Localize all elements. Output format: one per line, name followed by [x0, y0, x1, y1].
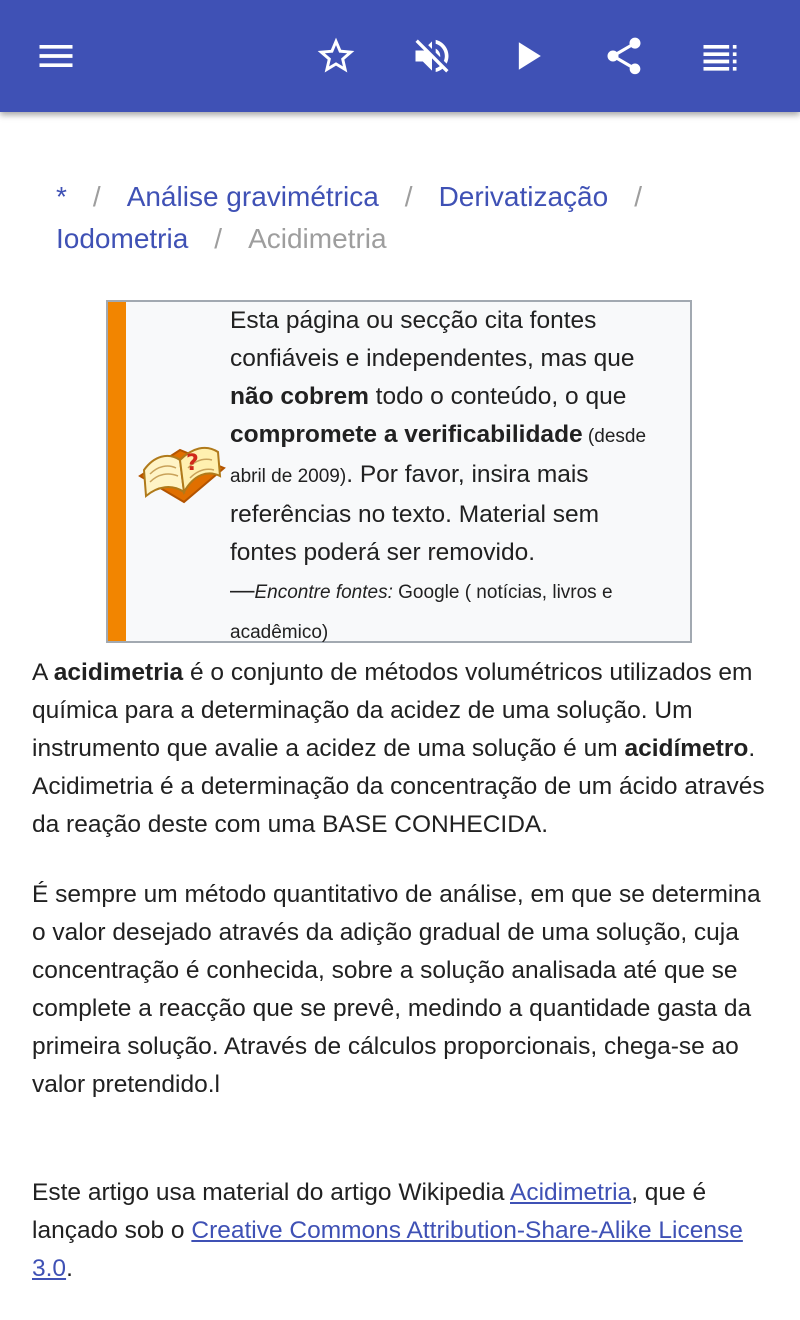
svg-text:?: ?: [186, 451, 199, 476]
notice-line-3: . Por favor, insira mais referências no texto. Material sem fontes poderá ser removido.: [230, 461, 600, 566]
notice-find-label: Encontre fontes:: [254, 582, 393, 603]
paragraph-text: . Acidimetria é a determinação da concentração de um ácido através da reação deste com uma BASE CONHECIDA.: [32, 735, 765, 838]
notice-bold-1: não cobrem: [230, 383, 369, 410]
play-icon: [506, 34, 550, 78]
paragraph-text: é o conjunto de métodos volumétricos utilizados em química para a determinação da acidez de uma solução. Um instrumento que avalie a acidez de uma solução é um: [32, 659, 753, 762]
paragraph-text: A: [32, 659, 54, 686]
article-attribution: [32, 1174, 772, 1288]
breadcrumb-item-derivatizacao[interactable]: Derivatização: [438, 181, 609, 212]
notice-text: [230, 302, 670, 652]
notice-line-2: todo o conteúdo, o que: [368, 383, 627, 410]
favorite-button[interactable]: [304, 24, 368, 88]
notice-line-1: Esta página ou secção cita fontes confiáveis e independentes, mas que: [230, 307, 635, 372]
share-icon: [602, 34, 646, 78]
article-paragraph-1: [32, 654, 772, 844]
volume-off-icon: [410, 34, 454, 78]
notice-dash: —: [230, 577, 255, 604]
star-outline-icon: [314, 34, 358, 78]
article-paragraph-2: É sempre um método quantitativo de análise, em que se determina o valor desejado através da adição gradual de uma solução, cuja concentração é conhecida, sobre a solução analisada até que se complete a reacção que se prevê, medindo a quantidade gasta da primeira solução. Através de cálculos proporcionais, chega-se ao valor pretendido.l: [32, 881, 761, 1098]
notice-find-sources[interactable]: Google ( notícias, livros e acadêmico): [230, 582, 613, 643]
attribution-text: .: [66, 1255, 73, 1282]
breadcrumb-item-root[interactable]: *: [56, 181, 67, 212]
attribution-text: Este artigo usa material do artigo Wikipedia: [32, 1179, 510, 1206]
breadcrumb-separator: /: [214, 223, 223, 254]
list-icon: [698, 34, 742, 78]
play-button[interactable]: [496, 24, 560, 88]
notice-accent-bar: [108, 302, 126, 641]
sources-notice-box: [106, 300, 692, 643]
menu-button[interactable]: [24, 24, 88, 88]
mute-button[interactable]: [400, 24, 464, 88]
breadcrumb-separator: /: [634, 181, 642, 212]
license-link[interactable]: Creative Commons Attribution-Share-Alike License 3.0: [32, 1217, 743, 1282]
share-button[interactable]: [592, 24, 656, 88]
term-acidimetria: acidimetria: [53, 659, 184, 686]
breadcrumb-item-analise-gravimetrica[interactable]: Análise gravimétrica: [126, 181, 379, 212]
contents-button[interactable]: [688, 24, 752, 88]
open-book-question-icon: [136, 430, 226, 510]
menu-icon: [34, 34, 78, 78]
notice-bold-2: compromete a verificabilidade: [230, 421, 583, 448]
term-acidimetro: acidímetro: [624, 735, 749, 762]
app-toolbar: [0, 0, 800, 112]
breadcrumb: [56, 176, 756, 260]
breadcrumb-separator: /: [92, 181, 101, 212]
wikipedia-article-link[interactable]: Acidimetria: [510, 1179, 632, 1206]
notice-date: (desde abril de 2009): [230, 426, 647, 487]
breadcrumb-current: Acidimetria: [248, 223, 387, 254]
article-body: [32, 654, 772, 1320]
breadcrumb-separator: /: [404, 181, 413, 212]
breadcrumb-item-iodometria[interactable]: Iodometria: [56, 223, 189, 254]
attribution-text: , que é lançado sob o: [32, 1179, 707, 1244]
